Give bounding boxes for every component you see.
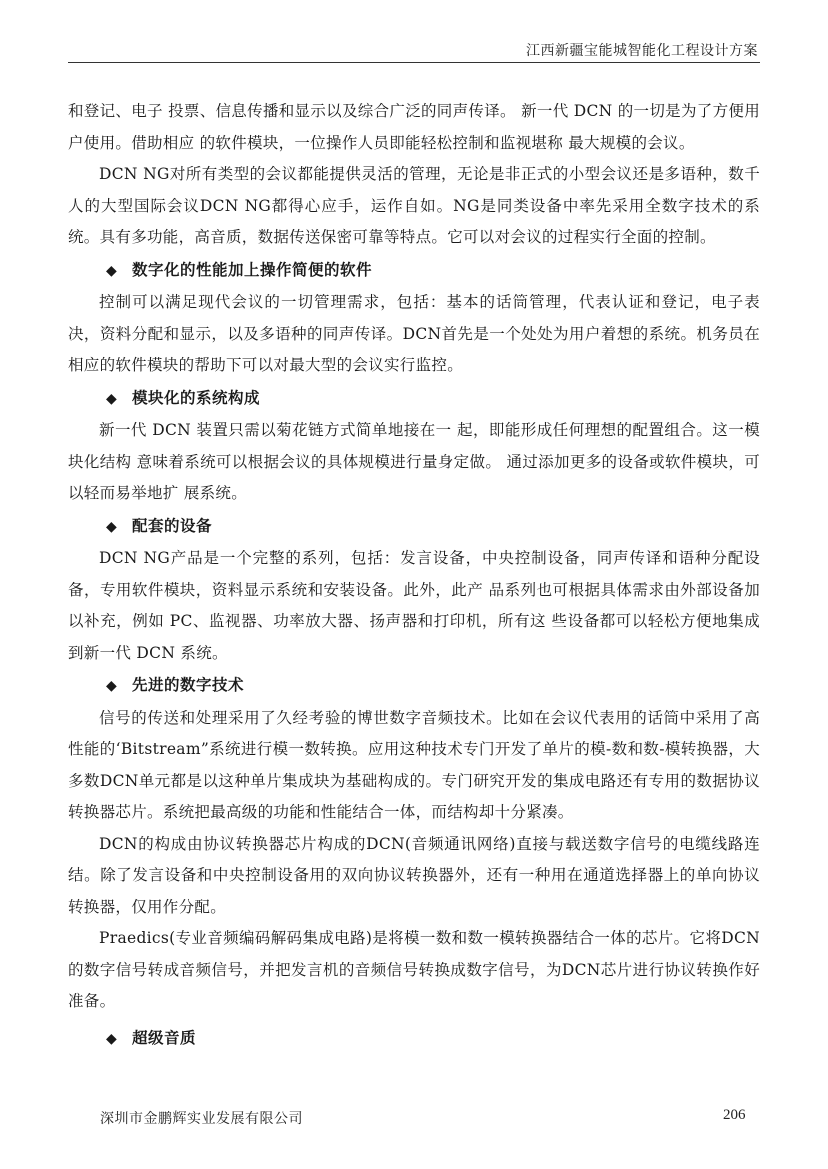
page-number: 206: [723, 1107, 746, 1123]
section-heading-text: 模块化的系统构成: [132, 387, 261, 407]
paragraph: 信号的传送和处理采用了久经考验的博世数字音频技术。比如在会议代表用的话筒中采用了高性能的‘Bitstream”系统进行模一数转换。应用这种技术专门开发了单片的模-数和数-模转换器，大多数DCN单元都是以这种单片集成块为基础构成的。专门研究开发的集成电路还有专用的数据协议转换器芯片。系统把最高级的功能和性能结合一体，而结构却十分紧凑。: [68, 708, 760, 821]
paragraph: 和登记、电子 投票、信息传播和显示以及综合广泛的同声传译。 新一代 DCN 的一切是为了方便用户使用。借助相应 的软件模块，一位操作人员即能轻松控制和监视堪称 最大规模的会议。: [68, 102, 760, 152]
section-heading-text: 配套的设备: [132, 515, 213, 535]
section-heading: [68, 510, 760, 544]
section-heading-text: 先进的数字技术: [132, 675, 245, 694]
diamond-bullet-icon: ◆: [106, 390, 118, 407]
diamond-bullet-icon: ◆: [106, 678, 118, 694]
section-heading: [68, 669, 760, 703]
diamond-bullet-icon: ◆: [106, 518, 118, 535]
section-heading: [68, 254, 760, 288]
page-header-title: 江西新疆宝能城智能化工程设计方案: [526, 43, 758, 59]
paragraph: DCN NG对所有类型的会议都能提供灵活的管理，无论是非正式的小型会议还是多语种，数千人的大型国际会议DCN NG都得心应手，运作自如。NG是同类设备中率先采用全数字技术的系统。具有多功能，高音质，数据传送保密可靠等特点。它可以对会议的过程实行全面的控制。: [68, 165, 760, 246]
paragraph: 新一代 DCN 装置只需以菊花链方式简单地接在一 起，即能形成任何理想的配置组合。这一模块化结构 意味着系统可以根据会议的具体规模进行量身定做。 通过添加更多的设备或软件模块，可以轻而易举地扩 展系统。: [68, 421, 760, 502]
diamond-bullet-icon: ◆: [106, 1030, 118, 1047]
paragraph: 控制可以满足现代会议的一切管理需求，包括：基本的话筒管理，代表认证和登记，电子表决，资料分配和显示，以及多语种的同声传译。DCN首先是一个处处为用户着想的系统。机务员在相应的软件模块的帮助下可以对最大型的会议实行监控。: [68, 293, 760, 374]
header-divider: [68, 62, 760, 63]
section-heading-text: 超级音质: [132, 1027, 197, 1047]
diamond-bullet-icon: ◆: [106, 262, 118, 279]
footer-company-name: 深圳市金鹏辉实业发展有限公司: [100, 1111, 303, 1127]
paragraph: Praedics(专业音频编码解码集成电路)是将模一数和数一模转换器结合一体的芯片。它将DCN的数字信号转成音频信号，并把发言机的音频信号转换成数字信号，为DCN芯片进行协议转换作好准备。: [68, 929, 760, 1010]
section-heading: [68, 1022, 760, 1056]
document-body: [68, 96, 760, 1055]
paragraph: DCN NG产品是一个完整的系列，包括：发言设备，中央控制设备，同声传译和语种分配设备，专用软件模块，资料显示系统和安装设备。此外，此产 品系列也可根据具体需求由外部设备加以补充，例如 PC、监视器、功率放大器、扬声器和打印机，所有这 些设备都可以轻松方便地集成到新一代 DCN 系统。: [68, 549, 760, 662]
paragraph: DCN的构成由协议转换器芯片构成的DCN(音频通讯网络)直接与载送数字信号的电缆线路连结。除了发言设备和中央控制设备用的双向协议转换器外，还有一种用在通道选择器上的单向协议转换器，仅用作分配。: [68, 834, 760, 916]
section-heading-text: 数字化的性能加上操作简便的软件: [132, 259, 373, 279]
section-heading: [68, 382, 760, 416]
